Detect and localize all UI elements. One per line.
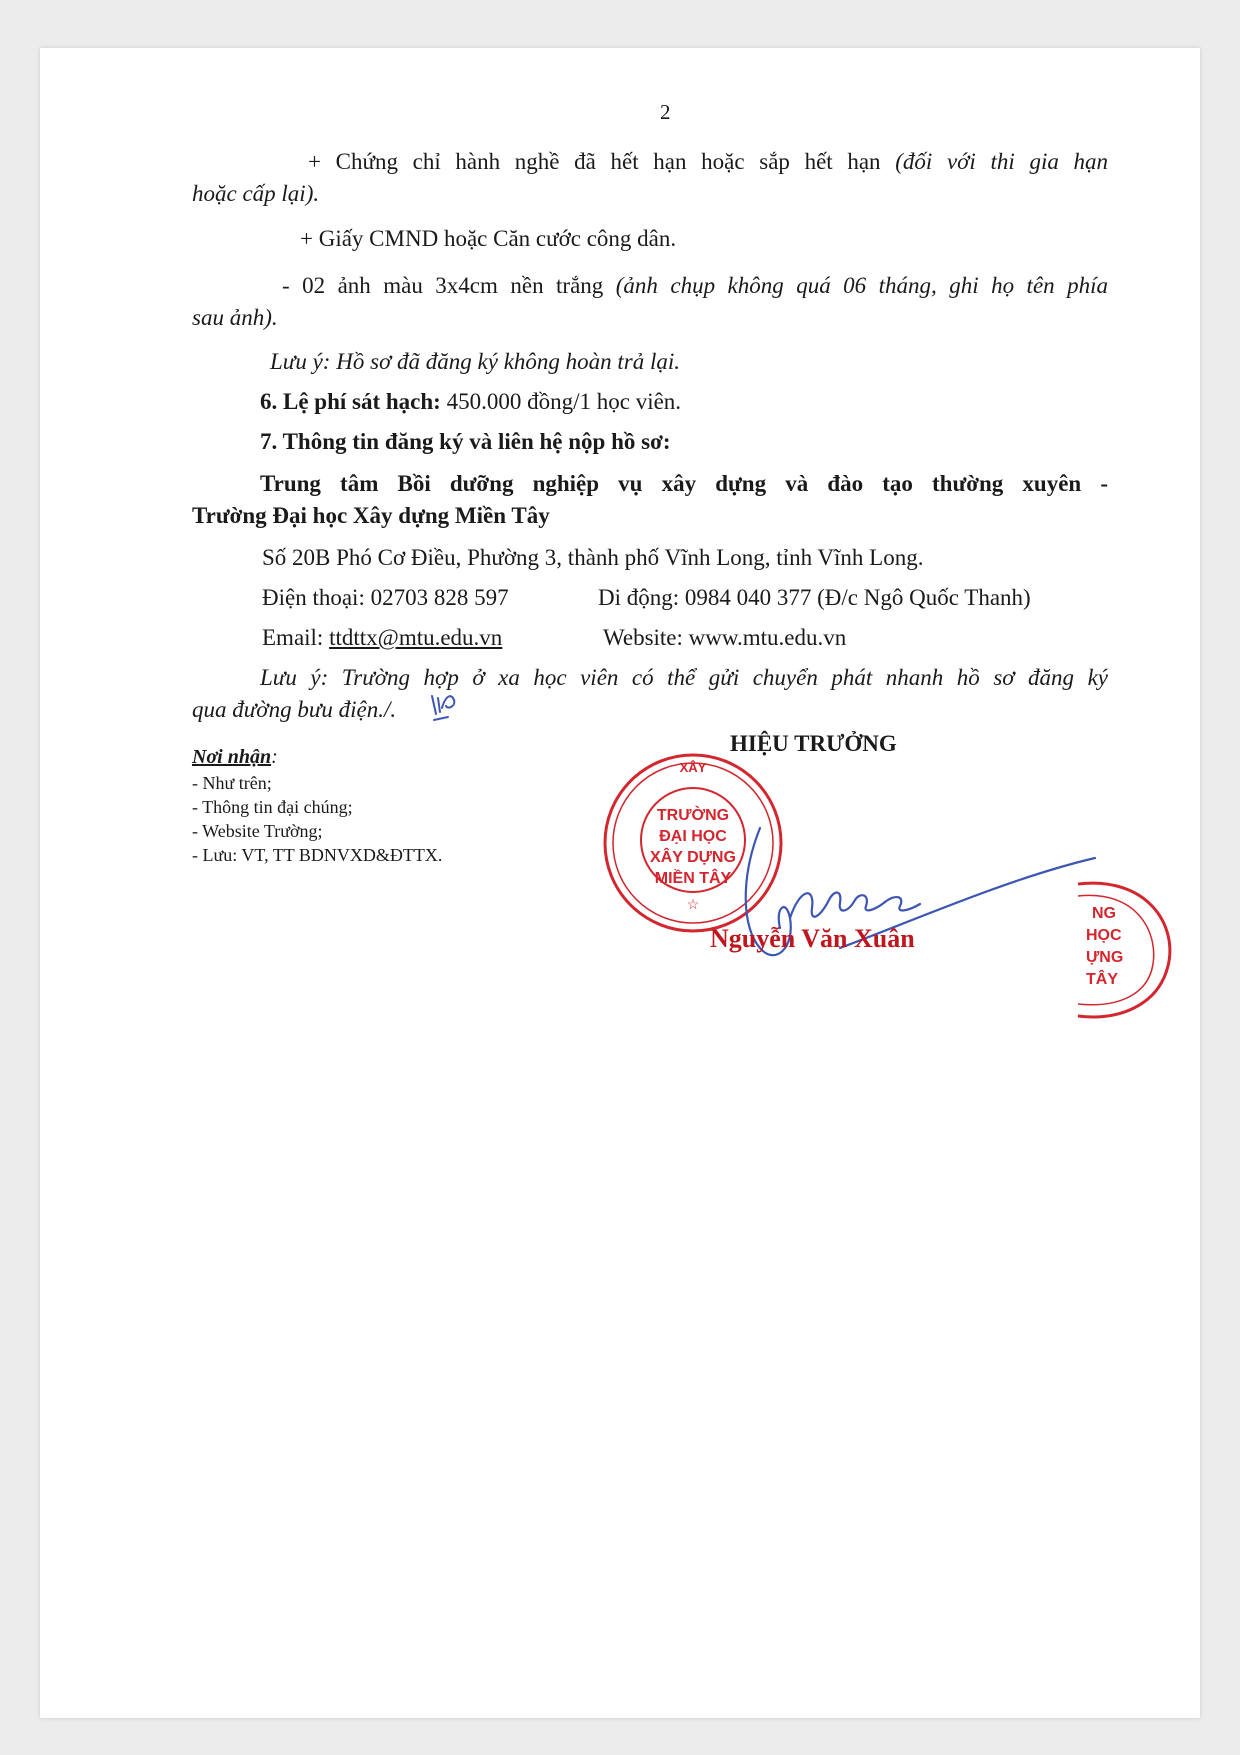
phone-line: Điện thoại: 02703 828 597 bbox=[262, 585, 509, 610]
id-line: + Giấy CMND hoặc Căn cước công dân. bbox=[300, 226, 677, 251]
certificate-note: (đối với thi gia hạn bbox=[895, 149, 1109, 174]
address-line: Số 20B Phó Cơ Điều, Phường 3, thành phố Vĩnh Long, tỉnh Vĩnh Long. bbox=[262, 545, 924, 570]
org-line-1: Trung tâm Bồi dưỡng nghiệp vụ xây dựng và đào tạo thường xuyên - bbox=[260, 471, 1108, 496]
fee-label: 6. Lệ phí sát hạch: bbox=[260, 389, 441, 414]
contact-heading: 7. Thông tin đăng ký và liên hệ nộp hồ sơ: bbox=[260, 429, 671, 454]
recipients-title bbox=[192, 746, 278, 769]
photo-line bbox=[282, 270, 1108, 302]
stamp-line: NG bbox=[1092, 905, 1116, 922]
photo-text: - 02 ảnh màu 3x4cm nền trắng bbox=[282, 273, 604, 298]
stamp-star-icon: ☆ bbox=[686, 898, 700, 913]
page-number: 2 bbox=[660, 100, 671, 124]
recipients-title-colon: : bbox=[271, 746, 278, 768]
signer-name: Nguyễn Văn Xuân bbox=[710, 924, 915, 953]
recipient-item: - Website Trường; bbox=[192, 821, 323, 841]
recipient-item: - Thông tin đại chúng; bbox=[192, 797, 353, 817]
email-label: Email: bbox=[262, 625, 324, 650]
certificate-line bbox=[308, 146, 1108, 178]
certificate-text: + Chứng chỉ hành nghề đã hết hạn hoặc sắp hết hạn bbox=[308, 149, 881, 174]
stamp-line: TÂY bbox=[1086, 971, 1118, 988]
stamp-line: XÂY DỰNG bbox=[650, 849, 736, 866]
stamp-line: MIỀN TÂY bbox=[654, 870, 732, 887]
contact-note-2: qua đường bưu điện./. bbox=[192, 697, 397, 722]
stamp-line: ĐẠI HỌC bbox=[659, 828, 727, 845]
email-link[interactable]: ttdttx@mtu.edu.vn bbox=[329, 625, 503, 650]
stamp-line: TRƯỜNG bbox=[656, 807, 730, 824]
recipient-item: - Lưu: VT, TT BDNVXD&ĐTTX. bbox=[192, 845, 443, 865]
requirements-note: Lưu ý: Hồ sơ đã đăng ký không hoàn trả lại. bbox=[270, 349, 681, 374]
handwritten-signature bbox=[720, 818, 1100, 988]
website-line: Website: www.mtu.edu.vn bbox=[603, 625, 847, 650]
certificate-note-cont: hoặc cấp lại). bbox=[192, 181, 320, 206]
stamp-line: ỰNG bbox=[1086, 949, 1124, 966]
stamp-ring-text: XÂY bbox=[679, 760, 707, 775]
recipient-item: - Như trên; bbox=[192, 773, 272, 793]
signer-title: HIỆU TRƯỞNG bbox=[730, 731, 897, 756]
stamp-line: HỌC bbox=[1086, 927, 1122, 944]
fee-value: 450.000 đồng/1 học viên. bbox=[446, 389, 682, 414]
contact-note-1: Lưu ý: Trường hợp ở xa học viên có thể gửi chuyển phát nhanh hồ sơ đăng ký bbox=[260, 665, 1108, 690]
email-line bbox=[262, 622, 502, 654]
recipients-title-text: Nơi nhận bbox=[192, 746, 272, 768]
document-page bbox=[40, 48, 1200, 1718]
photo-note-cont: sau ảnh). bbox=[192, 305, 278, 330]
mobile-line: Di động: 0984 040 377 (Đ/c Ngô Quốc Thanh) bbox=[598, 585, 1031, 610]
initials-mark bbox=[428, 688, 464, 724]
org-line-2: Trường Đại học Xây dựng Miền Tây bbox=[192, 503, 550, 528]
fee-line bbox=[260, 386, 681, 418]
photo-note: (ảnh chụp không quá 06 tháng, ghi họ tên phía bbox=[615, 273, 1109, 298]
